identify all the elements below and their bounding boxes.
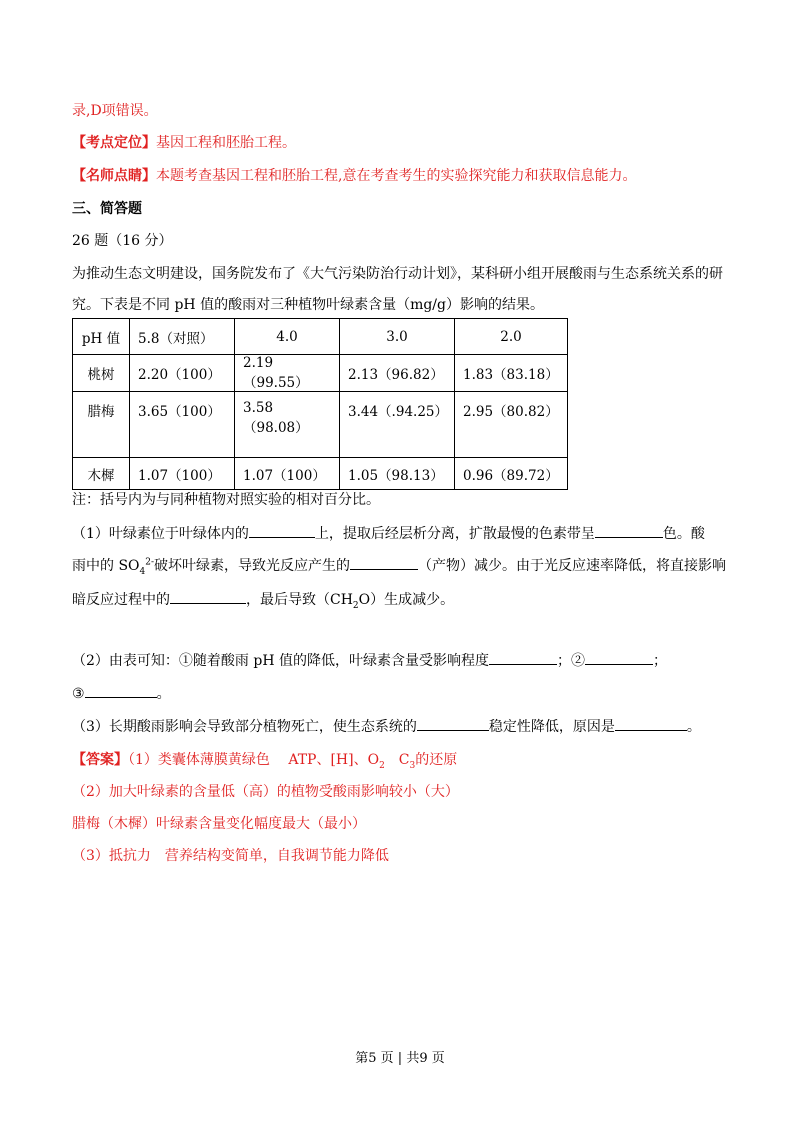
total-pages: 共9 页 (406, 1051, 445, 1066)
answer-blank[interactable] (350, 555, 418, 570)
q1-line-1 (72, 523, 705, 544)
sub-o2: 2 (379, 760, 385, 771)
table-note: 注：括号内为与同种植物对照实验的相对百分比。 (72, 492, 380, 508)
table-row (73, 392, 568, 458)
table-cell: 2.13（96.82） (340, 355, 455, 392)
header-cell: 2.0 (455, 319, 568, 355)
answer-tag: 【答案】 (72, 752, 128, 768)
section-heading: 三、简答题 (72, 201, 142, 217)
table-cell: 1.07（100） (130, 458, 235, 490)
footer-separator: | (393, 1051, 407, 1066)
header-cell: 4.0 (235, 319, 340, 355)
page-footer (0, 1047, 800, 1066)
table-cell: 桃树 (73, 355, 130, 392)
table-header-row (73, 319, 568, 355)
table-cell: 1.05（98.13） (340, 458, 455, 490)
page-number: 第5 页 (355, 1051, 394, 1066)
answer-blank[interactable] (249, 523, 315, 538)
answer-line-3: 腊梅（木樨）叶绿素含量变化幅度最大（最小） (72, 816, 366, 832)
q2-text-b: ；② (556, 653, 585, 669)
q1-text-i: O）生成减少。 (358, 592, 455, 608)
table-cell: 2.19（99.55） (235, 355, 340, 392)
q1-text-b: 上，提取后经层析分离，扩散最慢的色素带呈 (314, 526, 595, 542)
q1-text-h: ，最后导致（CH (246, 592, 353, 608)
question-number: 26 题（16 分） (72, 233, 173, 249)
kaodian-line (72, 133, 296, 153)
answer-1a: （1）类囊体薄膜黄绿色 ATP、[H]、O (128, 752, 380, 768)
table-row (73, 458, 568, 490)
kaodian-tag: 【考点定位】 (72, 135, 156, 151)
q1-text-e: 破坏叶绿素，导致光反应产生的 (154, 558, 351, 574)
table-cell: 2.95（80.82） (455, 392, 568, 458)
q2-line-2 (72, 683, 171, 704)
intro-line-1: 为推动生态文明建设，国务院发布了《大气污染防治行动计划》，某科研小组开展酸雨与生态系统关系的研 (72, 266, 723, 282)
q2-text-c: ； (652, 653, 667, 669)
mingshi-text: 本题考查基因工程和胚胎工程,意在考查考生的实验探究能力和获取信息能力。 (156, 168, 637, 184)
sub-4: 4 (139, 566, 146, 577)
text: 录,D项错误。 (72, 103, 158, 119)
prev-answer-tail (72, 101, 158, 121)
sub-2: 2 (352, 600, 359, 611)
q1-line-3 (72, 589, 454, 610)
q3-text-c: 。 (686, 719, 701, 735)
answer-blank[interactable] (170, 589, 246, 604)
answer-line-4: （3）抵抗力 营养结构变简单，自我调节能力降低 (72, 848, 389, 864)
sub-c3: 3 (409, 760, 416, 771)
q2-text-e: 。 (156, 686, 171, 702)
chlorophyll-table (72, 318, 568, 490)
answer-1b: C (384, 752, 410, 768)
q1-text-d: 雨中的 SO (72, 558, 140, 574)
table-cell: 1.83（83.18） (455, 355, 568, 392)
table-cell: 腊梅 (73, 392, 130, 458)
answer-1c: 的还原 (415, 752, 458, 768)
answer-blank[interactable] (595, 523, 663, 538)
answer-blank[interactable] (585, 650, 653, 665)
answer-blank[interactable] (489, 650, 557, 665)
table-row (73, 355, 568, 392)
kaodian-text: 基因工程和胚胎工程。 (156, 135, 296, 151)
sup-2-: 2- (145, 557, 155, 568)
answer-line-2: （2）加大叶绿素的含量低（高）的植物受酸雨影响较小（大） (72, 784, 459, 800)
header-cell: pH 值 (73, 319, 130, 355)
answer-blank[interactable] (85, 683, 157, 698)
table-cell: 1.07（100） (235, 458, 340, 490)
q2-text-d: ③ (72, 686, 85, 702)
mingshi-tag: 【名师点睛】 (72, 168, 156, 184)
table-cell: 3.44（.94.25） (340, 392, 455, 458)
q1-text-f: （产物）减少。由于光反应速率降低，将直接影响 (418, 558, 727, 574)
header-cell: 3.0 (340, 319, 455, 355)
q3-text-a: （3）长期酸雨影响会导致部分植物死亡，使生态系统的 (72, 719, 417, 735)
q3-text-b: 稳定性降低，原因是 (488, 719, 615, 735)
table-cell: 木樨 (73, 458, 130, 490)
table-cell: 3.58（98.08） (235, 392, 340, 458)
q1-text-c: 色。酸 (662, 526, 705, 542)
table-cell: 3.65（100） (130, 392, 235, 458)
q1-line-2 (72, 555, 726, 576)
header-cell: 5.8（对照） (130, 319, 235, 355)
answer-blank[interactable] (417, 716, 489, 731)
q1-text-g: 暗反应过程中的 (72, 592, 170, 608)
q2-text-a: （2）由表可知：①随着酸雨 pH 值的降低，叶绿素含量受影响程度 (72, 653, 489, 669)
q2-line-1 (72, 650, 667, 671)
q1-text-a: （1）叶绿素位于叶绿体内的 (72, 526, 249, 542)
intro-line-2: 究。下表是不同 pH 值的酸雨对三种植物叶绿素含量（mg/g）影响的结果。 (72, 297, 544, 313)
q3-line (72, 716, 701, 737)
mingshi-line (72, 166, 636, 186)
answer-line-1 (72, 750, 457, 770)
answer-blank[interactable] (615, 716, 687, 731)
table-cell: 2.20（100） (130, 355, 235, 392)
table-cell: 0.96（89.72） (455, 458, 568, 490)
